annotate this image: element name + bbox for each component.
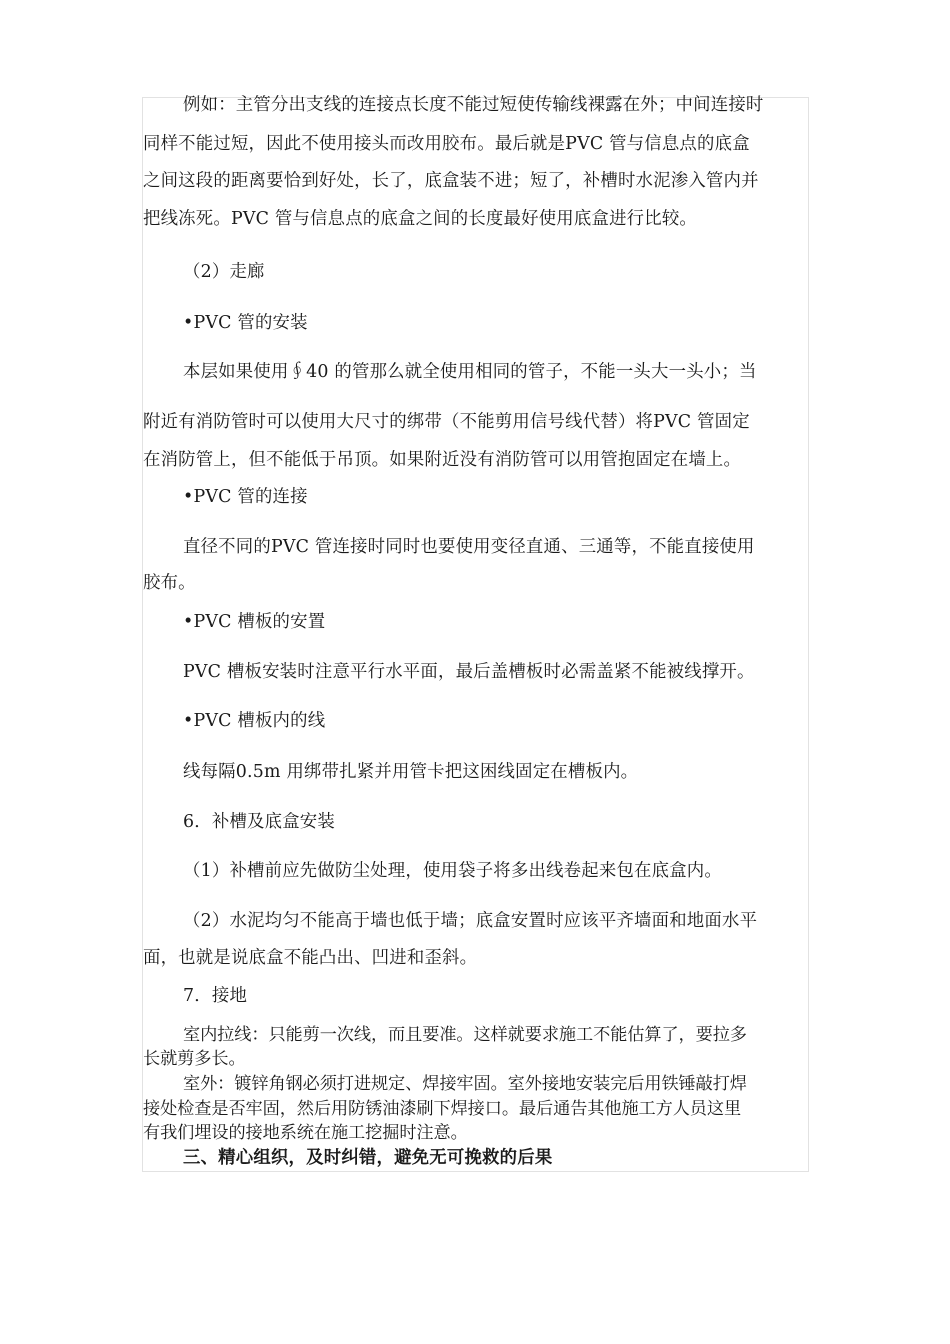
text-line: 有我们埋设的接地系统在施工挖掘时注意。 — [143, 1123, 468, 1143]
text-line: 同样不能过短，因此不使用接头而改用胶布。最后就是PVC 管与信息点的底盒 — [143, 134, 750, 154]
bullet-trough-place: •PVC 槽板的安置 — [183, 612, 326, 632]
subsection-title-corridor: （2）走廊 — [183, 262, 265, 282]
section-title-6: 6．补槽及底盒安装 — [183, 812, 335, 832]
bullet-pvc-connect: •PVC 管的连接 — [183, 487, 308, 507]
text-line: 附近有消防管时可以使用大尺寸的绑带（不能剪用信号线代替）将PVC 管固定 — [143, 412, 750, 432]
paragraph-trough-wire: 线每隔0.5m 用绑带扎紧并用管卡把这困线固定在槽板内。 — [183, 762, 639, 782]
text-line: 室内拉线：只能剪一次线，而且要准。这样就要求施工不能估算了，要拉多 — [183, 1025, 747, 1045]
text-line: 面，也就是说底盒不能凸出、凹进和歪斜。 — [143, 948, 478, 968]
text-line: 胶布。 — [143, 573, 196, 593]
text-line: 接处检查是否牢固，然后用防锈油漆刷下焊接口。最后通告其他施工方人员这里 — [143, 1099, 742, 1119]
bullet-pvc-install: •PVC 管的安装 — [183, 313, 308, 333]
text-line: 本层如果使用∮40 的管那么就全使用相同的管子，不能一头大一头小；当 — [183, 362, 757, 382]
text-line: 把线冻死。PVC 管与信息点的底盒之间的长度最好使用底盒进行比较。 — [143, 209, 698, 229]
text-line: 直径不同的PVC 管连接时同时也要使用变径直通、三通等，不能直接使用 — [183, 537, 755, 557]
text-line: 在消防管上，但不能低于吊顶。如果附近没有消防管可以用管抱固定在墙上。 — [143, 450, 742, 470]
section-title-7: 7．接地 — [183, 986, 248, 1006]
text-line: 例如：主管分出支线的连接点长度不能过短使传输线裸露在外；中间连接时 — [183, 95, 764, 115]
page-frame — [142, 97, 809, 1172]
text-line: 长就剪多长。 — [143, 1049, 246, 1069]
paragraph-dust: （1）补槽前应先做防尘处理，使用袋子将多出线卷起来包在底盒内。 — [183, 861, 722, 881]
text-line: （2）水泥均匀不能高于墙也低于墙；底盒安置时应该平齐墙面和地面水平 — [183, 911, 758, 931]
paragraph-trough-place: PVC 槽板安装时注意平行水平面，最后盖槽板时必需盖紧不能被线撑开。 — [183, 662, 755, 682]
text-line: 室外：镀锌角钢必须打进规定、焊接牢固。室外接地安装完后用铁锤敲打焊 — [183, 1074, 747, 1094]
section-title-3: 三、精心组织，及时纠错，避免无可挽救的后果 — [183, 1148, 553, 1168]
bullet-trough-wire: •PVC 槽板内的线 — [183, 711, 326, 731]
text-line: 之间这段的距离要恰到好处，长了，底盒装不进；短了，补槽时水泥渗入管内并 — [143, 171, 759, 191]
